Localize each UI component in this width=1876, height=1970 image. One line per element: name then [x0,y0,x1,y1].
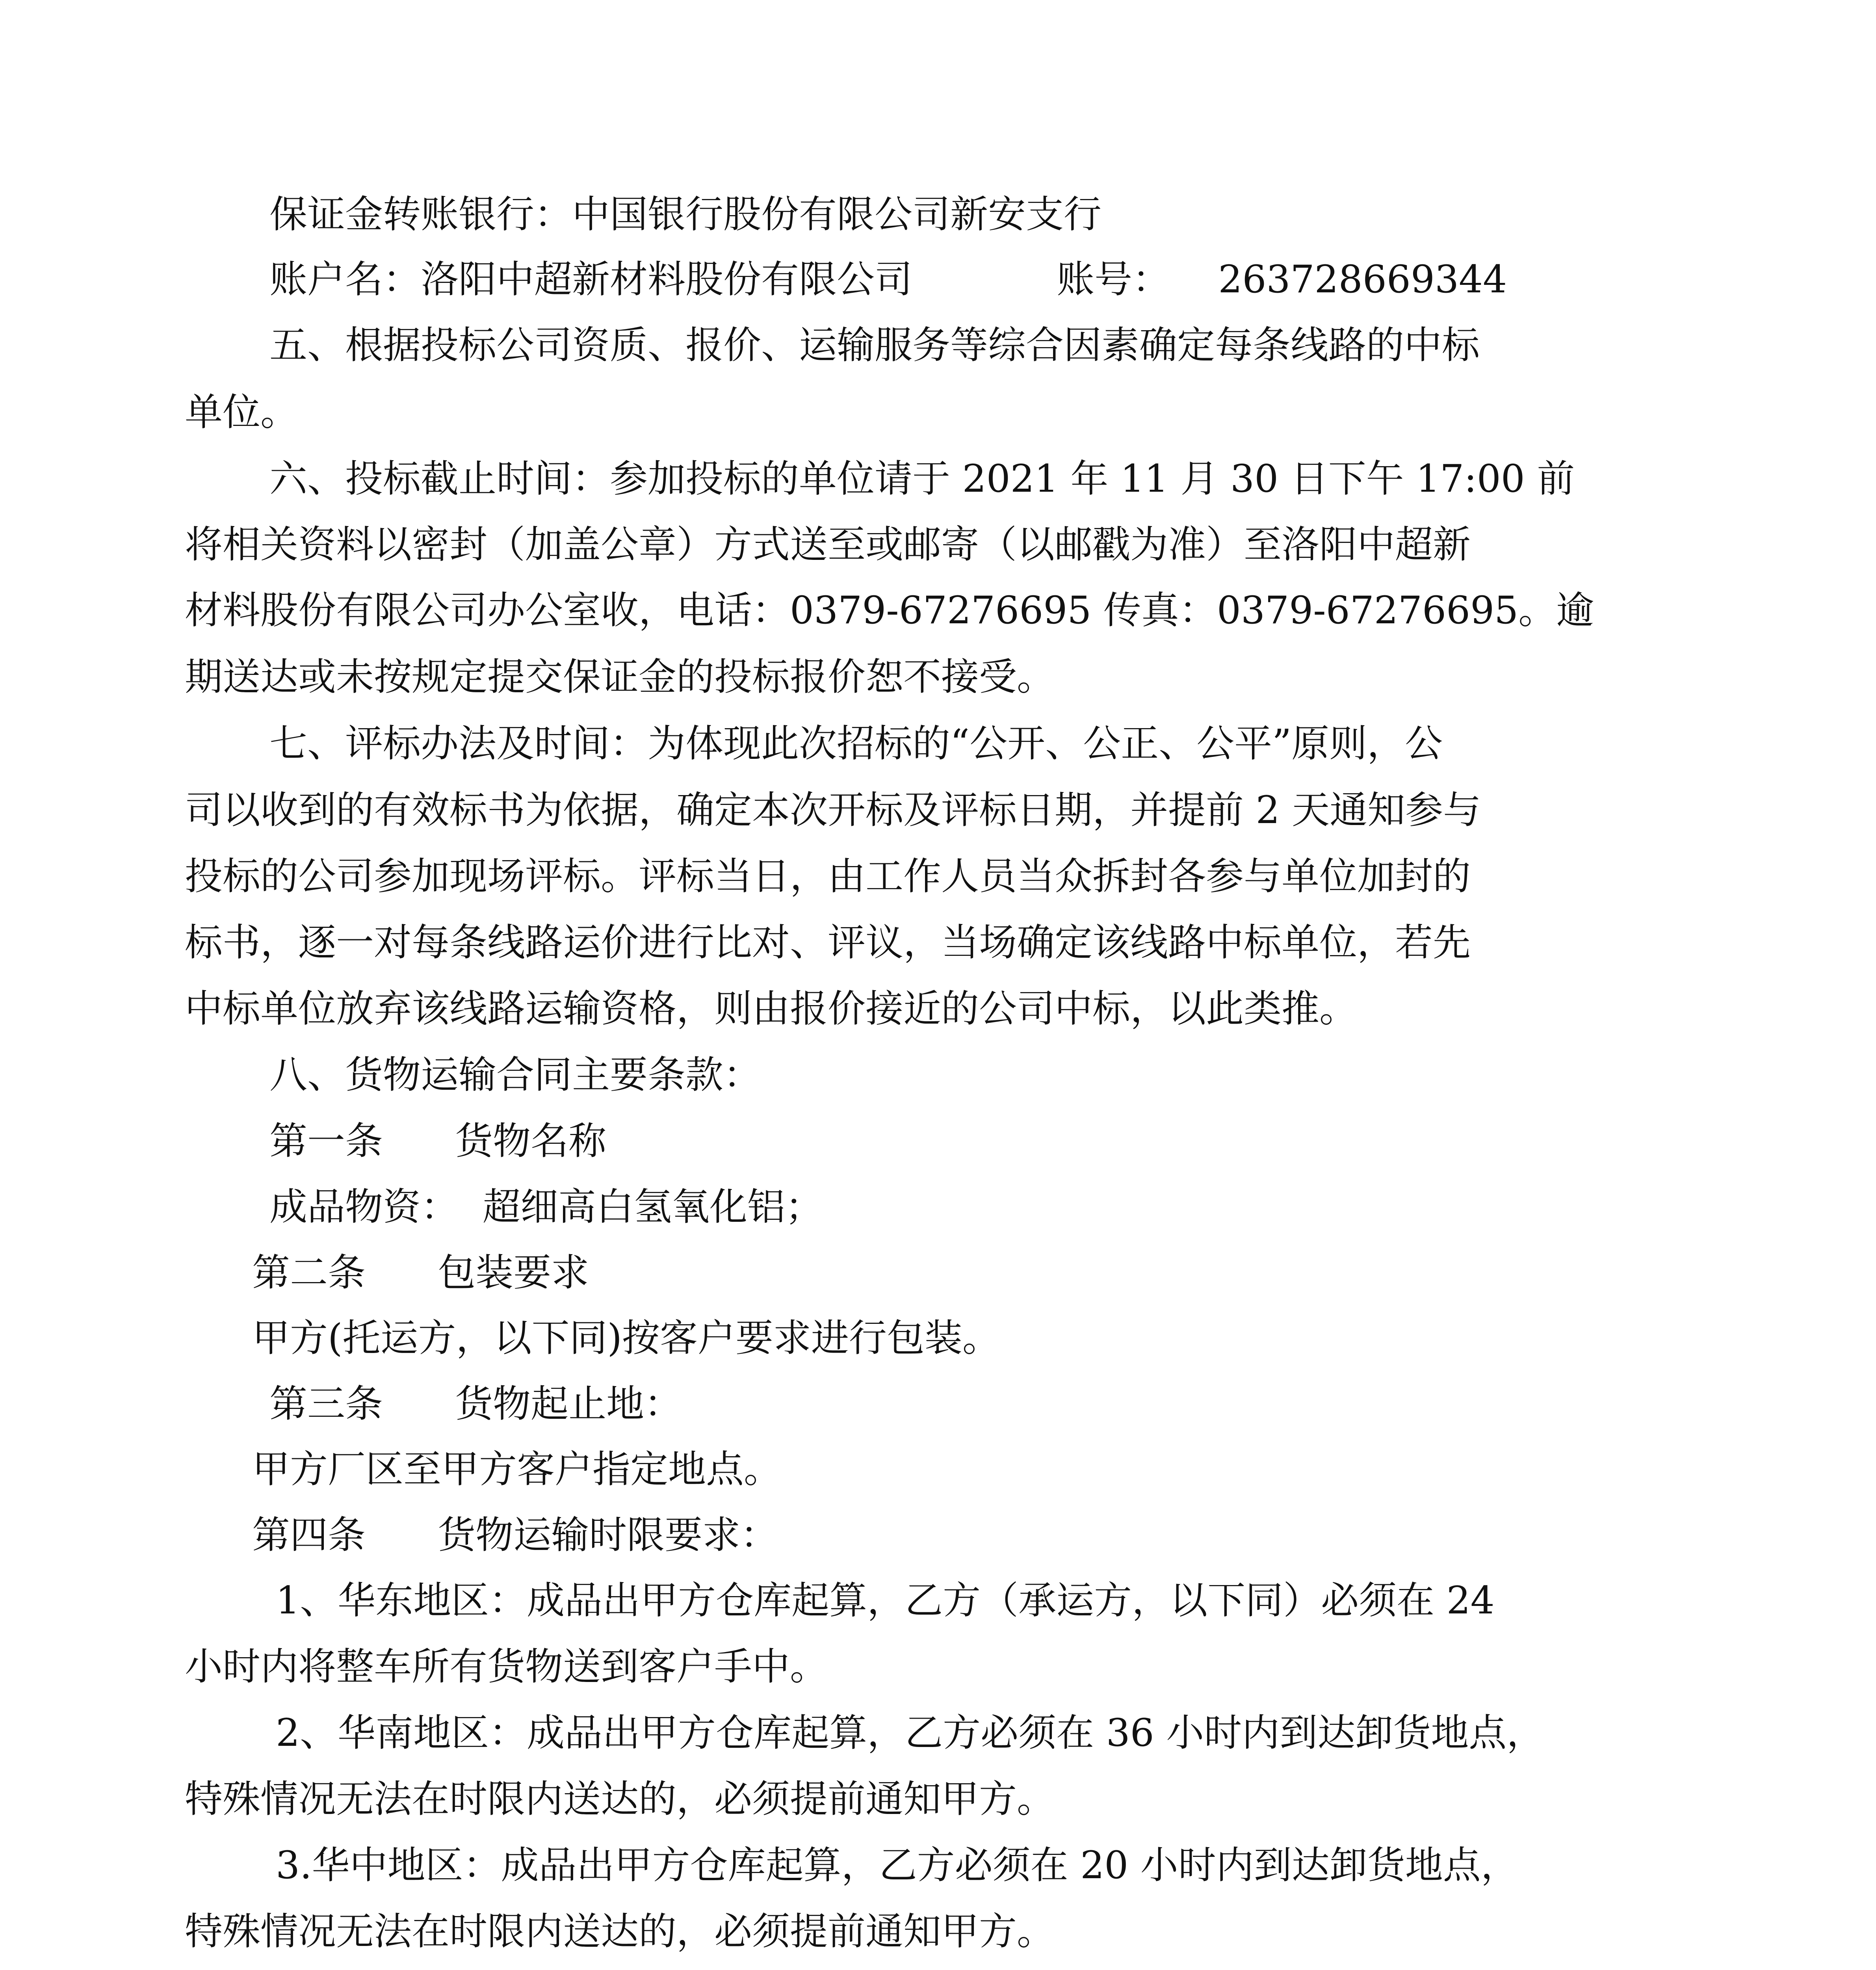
text-line: 1、华东地区：成品出甲方仓库起算，乙方（承运方，以下同）必须在 24 [276,1578,1495,1622]
text-line: 期送达或未按规定提交保证金的投标报价恕不接受。 [185,655,1055,699]
text-line: 标书，逐一对每条线路运价进行比对、评议，当场确定该线路中标单位，若先 [185,920,1471,965]
text-line: 第一条 货物名称 [269,1119,607,1163]
text-line: 保证金转账银行：中国银行股份有限公司新安支行 [269,192,1101,236]
text-line: 3.华中地区：成品出甲方仓库起算，乙方必须在 20 小时内到达卸货地点， [276,1843,1519,1887]
text-line: 七、评标办法及时间：为体现此次招标的“公开、公正、公平”原则，公 [269,721,1443,766]
text-line: 特殊情况无法在时限内送达的，必须提前通知甲方。 [185,1777,1055,1821]
text-line: 投标的公司参加现场评标。评标当日，由工作人员当众拆封各参与单位加封的 [185,854,1471,898]
text-line: 甲方厂区至甲方客户指定地点。 [252,1447,782,1491]
text-line: 六、投标截止时间：参加投标的单位请于 2021 年 11 月 30 日下午 17:00 前 [269,457,1575,501]
text-line: 特殊情况无法在时限内送达的，必须提前通知甲方。 [185,1909,1055,1953]
text-line: 成品物资： 超细高白氢氧化铝； [269,1185,823,1229]
text-line: 第四条 货物运输时限要求： [252,1513,778,1557]
text-line: 小时内将整车所有货物送到客户手中。 [185,1645,828,1689]
text-line: 第三条 货物起止地： [269,1382,682,1426]
text-line: 2、华南地区：成品出甲方仓库起算，乙方必须在 36 小时内到达卸货地点， [276,1711,1545,1755]
text-line: 五、根据投标公司资质、报价、运输服务等综合因素确定每条线路的中标 [269,323,1480,367]
text-line: 账户名：洛阳中超新材料股份有限公司 账号： 263728669344 [269,257,1507,301]
text-line: 单位。 [185,390,298,434]
text-line: 第二条 包装要求 [252,1251,589,1295]
text-line: 甲方(托运方，以下同)按客户要求进行包装。 [252,1316,1000,1360]
text-line: 材料股份有限公司办公室收，电话：0379-67276695 传真：0379-67276695。逾 [185,588,1594,632]
text-line: 八、货物运输合同主要条款： [269,1053,761,1097]
text-line: 司以收到的有效标书为依据，确定本次开标及评标日期，并提前 2 天通知参与 [185,788,1481,832]
text-line: 将相关资料以密封（加盖公章）方式送至或邮寄（以邮戳为准）至洛阳中超新 [185,522,1471,567]
text-line: 中标单位放弃该线路运输资格，则由报价接近的公司中标，以此类推。 [185,987,1357,1031]
